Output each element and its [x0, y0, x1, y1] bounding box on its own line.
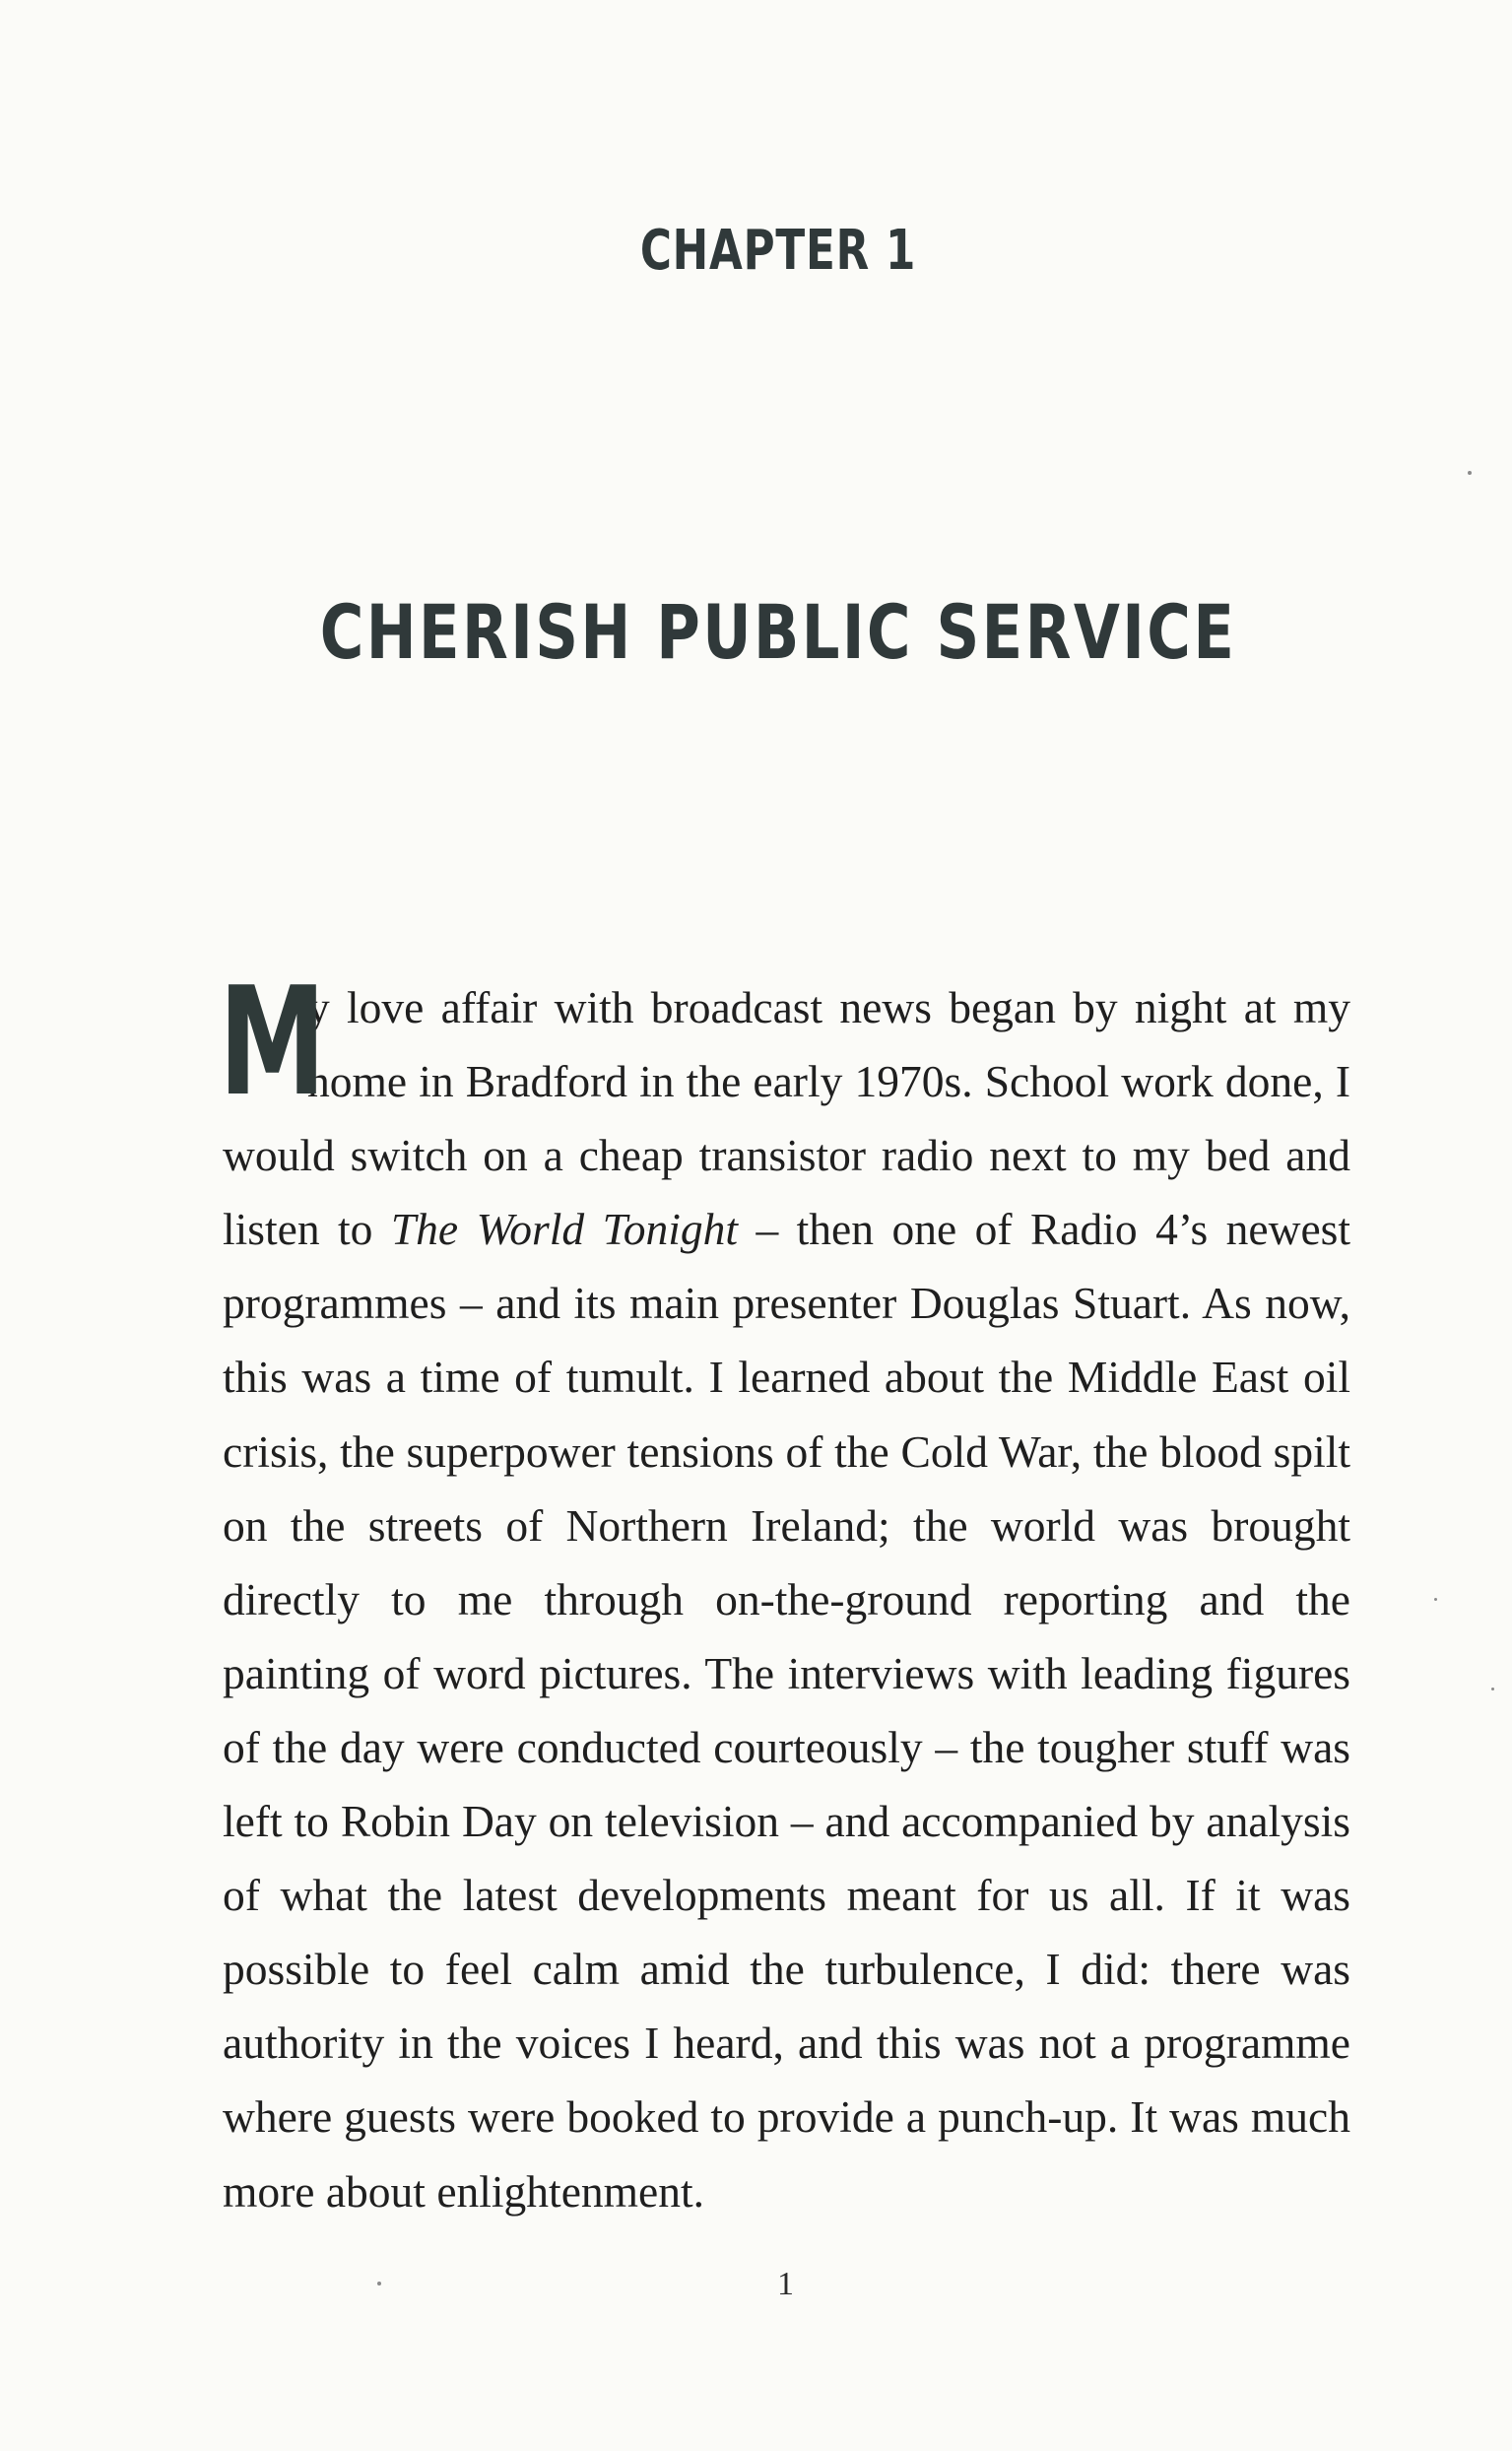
scan-speck [1468, 471, 1472, 475]
page-number: 1 [777, 2266, 794, 2302]
body-text-segment-2: – then one of Radio 4’s newest programmes – and its main presenter Douglas Stuart. As now, this was a time of tumult. I learned about the Middle East oil crisis, the superpower tensions of the Cold War, the blood spilt on the streets of Northern Ireland; the world was brought directly to me through on-the-ground reporting and the painting of word pictures. The interviews with leading figures of the day were conducted courteously – the tougher stuff was left to Robin Day on television – and accompanied by analysis of what the latest developments meant for us all. If it was possible to feel calm amid the turbulence, I did: there was authority in the voices I heard, and this was not a programme where guests were booked to provide a punch-up. It was much more about enlightenment. [223, 1204, 1350, 2217]
scan-speck [1434, 1598, 1437, 1601]
chapter-label: CHAPTER 1 [639, 219, 917, 283]
programme-title: The World Tonight [390, 1204, 739, 1255]
chapter-title: CHERISH PUBLIC SERVICE [319, 588, 1237, 676]
drop-cap: M [219, 955, 326, 1129]
body-paragraph [219, 955, 1350, 2228]
body-text-segment-1: y love affair with broadcast news began by night at my home in Bradford in the early 1970s. School work done, I would switch on a cheap transistor radio next to my bed and listen to [223, 982, 1350, 1255]
scan-speck [1491, 1688, 1494, 1690]
scan-speck [377, 2282, 381, 2285]
